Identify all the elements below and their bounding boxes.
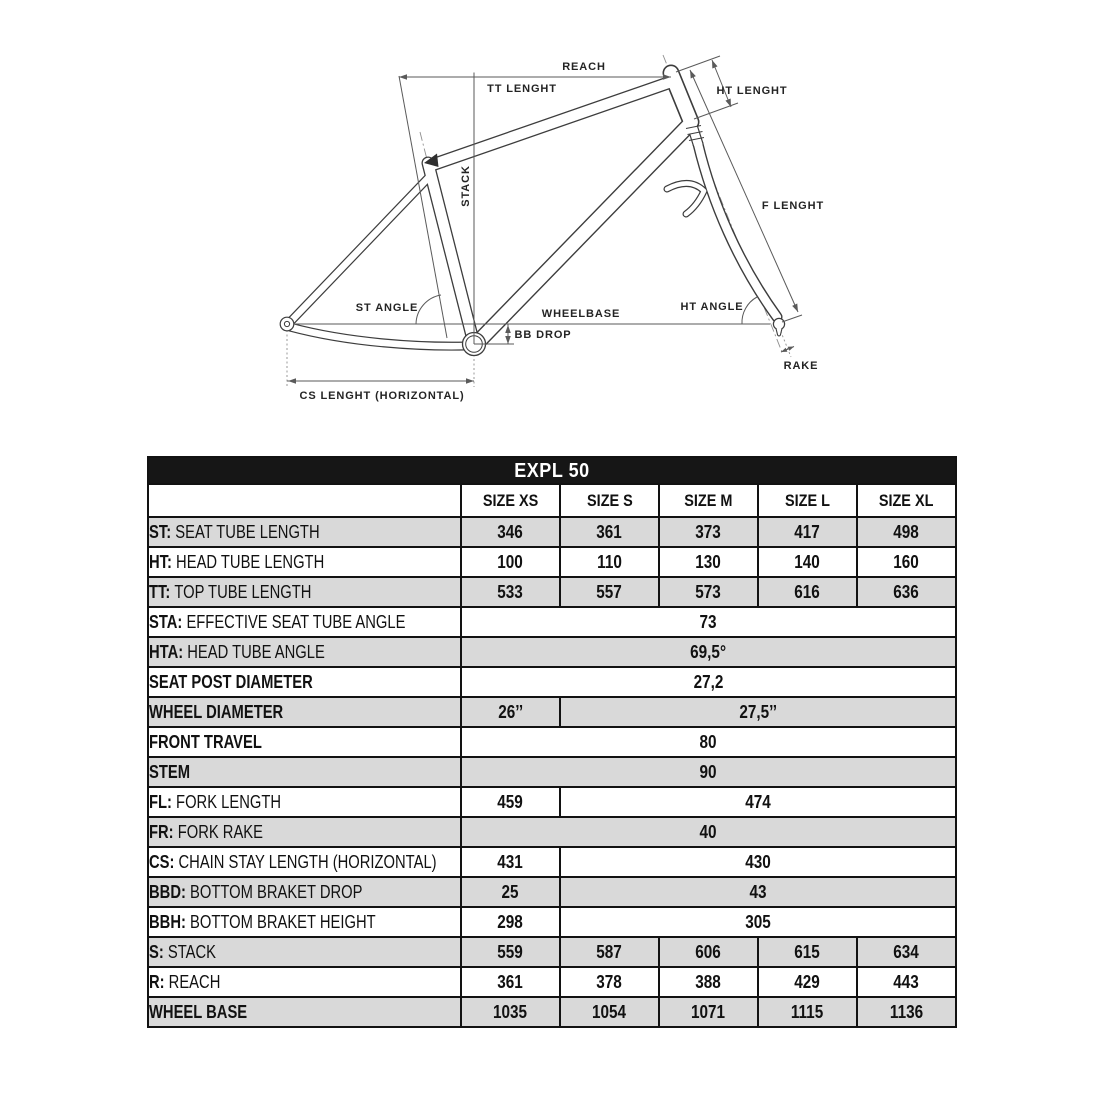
row-label: FRONT TRAVEL: [148, 727, 461, 757]
table-row: [148, 697, 956, 727]
value-cell: 615: [758, 937, 857, 967]
size-header-empty-cell: [148, 484, 461, 517]
value-cell: 373: [659, 517, 758, 547]
table-row: [148, 637, 956, 667]
value-cell: 27,2: [461, 667, 956, 697]
size-header-cell: SIZE XS: [461, 484, 560, 517]
value-cell: 25: [461, 877, 560, 907]
value-cell: 1071: [659, 997, 758, 1027]
table-row: [148, 517, 956, 547]
value-cell: 533: [461, 577, 560, 607]
value-cell: 498: [857, 517, 956, 547]
table-row: [148, 907, 956, 937]
label-stack: STACK: [460, 165, 472, 207]
value-cell: 26’’: [461, 697, 560, 727]
row-label: FR: FORK RAKE: [148, 817, 461, 847]
table-row: [148, 877, 956, 907]
row-label: STEM: [148, 757, 461, 787]
label-wheelbase: WHEELBASE: [541, 308, 621, 320]
table-title-row: [148, 457, 956, 484]
label-reach: REACH: [562, 61, 606, 73]
geometry-table-body: [148, 457, 956, 1027]
table-row: [148, 667, 956, 697]
label-ht-lenght: HT LENGHT: [716, 85, 788, 97]
value-cell: 573: [659, 577, 758, 607]
value-cell: 40: [461, 817, 956, 847]
size-header-cell: SIZE S: [560, 484, 659, 517]
size-header-row: [148, 484, 956, 517]
value-cell: 100: [461, 547, 560, 577]
ht-angle-arc: [742, 297, 757, 324]
value-cell: 606: [659, 937, 758, 967]
value-cell: 378: [560, 967, 659, 997]
label-f-lenght: F LENGHT: [761, 200, 825, 212]
row-label: TT: TOP TUBE LENGTH: [148, 577, 461, 607]
value-cell: 587: [560, 937, 659, 967]
row-label: HT: HEAD TUBE LENGTH: [148, 547, 461, 577]
value-cell: 305: [560, 907, 956, 937]
value-cell: 80: [461, 727, 956, 757]
value-cell: 388: [659, 967, 758, 997]
value-cell: 73: [461, 607, 956, 637]
row-label: S: STACK: [148, 937, 461, 967]
frame-details: [280, 126, 784, 356]
row-label: CS: CHAIN STAY LENGTH (HORIZONTAL): [148, 847, 461, 877]
table-row: [148, 607, 956, 637]
value-cell: 557: [560, 577, 659, 607]
table-row: [148, 997, 956, 1027]
value-cell: 559: [461, 937, 560, 967]
label-cs-lenght: CS LENGHT (HORIZONTAL): [299, 390, 465, 402]
label-bb-drop: BB DROP: [514, 329, 572, 341]
value-cell: 459: [461, 787, 560, 817]
value-cell: 1054: [560, 997, 659, 1027]
label-tt-lenght: TT LENGHT: [487, 83, 557, 95]
value-cell: 130: [659, 547, 758, 577]
value-cell: 1136: [857, 997, 956, 1027]
table-row: [148, 727, 956, 757]
table-row: [148, 757, 956, 787]
st-angle-arc: [416, 295, 441, 324]
value-cell: 429: [758, 967, 857, 997]
table-row: [148, 847, 956, 877]
value-cell: 160: [857, 547, 956, 577]
row-label: R: REACH: [148, 967, 461, 997]
value-cell: 634: [857, 937, 956, 967]
row-label: WHEEL DIAMETER: [148, 697, 461, 727]
value-cell: 636: [857, 577, 956, 607]
table-row: [148, 547, 956, 577]
value-cell: 346: [461, 517, 560, 547]
value-cell: 1115: [758, 997, 857, 1027]
value-cell: 69,5°: [461, 637, 956, 667]
table-row: [148, 817, 956, 847]
geometry-table: [147, 456, 957, 1028]
size-header-cell: SIZE L: [758, 484, 857, 517]
row-label: HTA: HEAD TUBE ANGLE: [148, 637, 461, 667]
frame-geometry-diagram: [0, 0, 1100, 450]
row-label: STA: EFFECTIVE SEAT TUBE ANGLE: [148, 607, 461, 637]
label-rake: RAKE: [783, 360, 819, 372]
table-title-cell: [148, 457, 956, 484]
value-cell: 417: [758, 517, 857, 547]
front-dropout: [773, 318, 784, 329]
row-label: BBH: BOTTOM BRAKET HEIGHT: [148, 907, 461, 937]
table-row: [148, 787, 956, 817]
table-row: [148, 937, 956, 967]
label-st-angle: ST ANGLE: [355, 302, 419, 314]
value-cell: 110: [560, 547, 659, 577]
row-label: WHEEL BASE: [148, 997, 461, 1027]
value-cell: 90: [461, 757, 956, 787]
value-cell: 430: [560, 847, 956, 877]
value-cell: 616: [758, 577, 857, 607]
table-title: EXPL 50: [514, 459, 590, 482]
row-label: ST: SEAT TUBE LENGTH: [148, 517, 461, 547]
value-cell: 1035: [461, 997, 560, 1027]
value-cell: 27,5’’: [560, 697, 956, 727]
size-header-cell: SIZE XL: [857, 484, 956, 517]
table-row: [148, 577, 956, 607]
table-row: [148, 967, 956, 997]
value-cell: 43: [560, 877, 956, 907]
label-ht-angle: HT ANGLE: [680, 301, 744, 313]
value-cell: 474: [560, 787, 956, 817]
value-cell: 431: [461, 847, 560, 877]
value-cell: 361: [560, 517, 659, 547]
size-header-cell: SIZE M: [659, 484, 758, 517]
value-cell: 298: [461, 907, 560, 937]
value-cell: 140: [758, 547, 857, 577]
row-label: BBD: BOTTOM BRAKET DROP: [148, 877, 461, 907]
value-cell: 443: [857, 967, 956, 997]
row-label: FL: FORK LENGTH: [148, 787, 461, 817]
value-cell: 361: [461, 967, 560, 997]
row-label: SEAT POST DIAMETER: [148, 667, 461, 697]
